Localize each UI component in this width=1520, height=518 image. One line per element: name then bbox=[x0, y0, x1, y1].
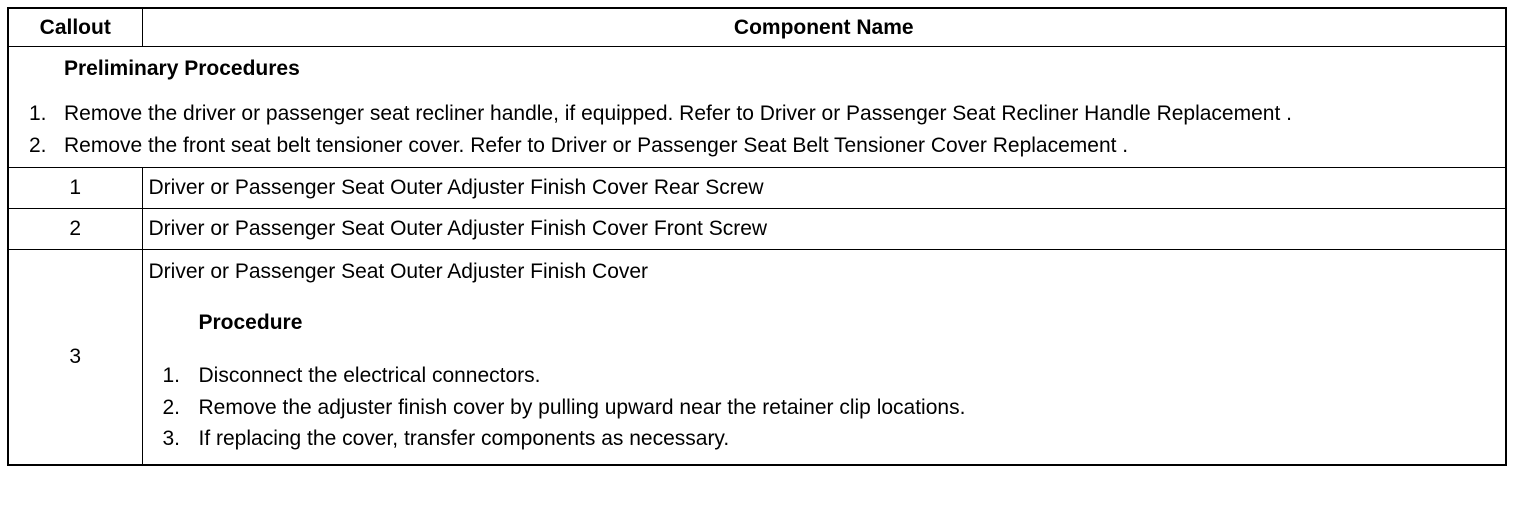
header-component-name: Component Name bbox=[142, 8, 1506, 47]
preliminary-step bbox=[29, 100, 1495, 127]
step-text: Disconnect the electrical connectors. bbox=[198, 364, 541, 388]
table-row bbox=[8, 249, 1506, 465]
step-text: If replacing the cover, transfer components as necessary. bbox=[198, 427, 730, 451]
procedure-step bbox=[163, 394, 1500, 421]
preliminary-title: Preliminary Procedures bbox=[64, 57, 300, 80]
callout-cell: 2 bbox=[8, 208, 142, 249]
table-row bbox=[8, 167, 1506, 208]
step-number: 2. bbox=[162, 395, 181, 419]
step-number: 2. bbox=[29, 133, 47, 157]
procedure-steps bbox=[149, 362, 1500, 452]
preliminary-cell bbox=[8, 47, 1506, 168]
preliminary-steps bbox=[29, 100, 1495, 159]
callout-cell: 3 bbox=[8, 249, 142, 465]
step-text: Remove the adjuster finish cover by pulling upward near the retainer clip locations. bbox=[198, 395, 966, 419]
callout-cell: 1 bbox=[8, 167, 142, 208]
component-name-cell bbox=[142, 249, 1506, 465]
procedure-step bbox=[163, 425, 1500, 452]
preliminary-step bbox=[29, 132, 1495, 159]
header-row bbox=[8, 8, 1506, 47]
step-number: 1. bbox=[162, 364, 181, 388]
step-text: Remove the driver or passenger seat recliner handle, if equipped. Refer to Driver or Passenger Seat Recliner Handle Replacement . bbox=[64, 102, 1292, 126]
component-name: Driver or Passenger Seat Outer Adjuster Finish Cover bbox=[148, 259, 649, 283]
component-table bbox=[7, 7, 1507, 466]
table-row bbox=[8, 208, 1506, 249]
component-name-cell: Driver or Passenger Seat Outer Adjuster Finish Cover Front Screw bbox=[142, 208, 1506, 249]
step-number: 1. bbox=[29, 102, 47, 126]
procedure-step bbox=[163, 362, 1500, 389]
header-callout: Callout bbox=[8, 8, 142, 47]
step-text: Remove the front seat belt tensioner cover. Refer to Driver or Passenger Seat Belt Tensioner Cover Replacement . bbox=[64, 133, 1129, 157]
component-name-cell: Driver or Passenger Seat Outer Adjuster Finish Cover Rear Screw bbox=[142, 167, 1506, 208]
procedure-title: Procedure bbox=[198, 311, 303, 335]
preliminary-row bbox=[8, 47, 1506, 168]
step-number: 3. bbox=[162, 427, 181, 451]
